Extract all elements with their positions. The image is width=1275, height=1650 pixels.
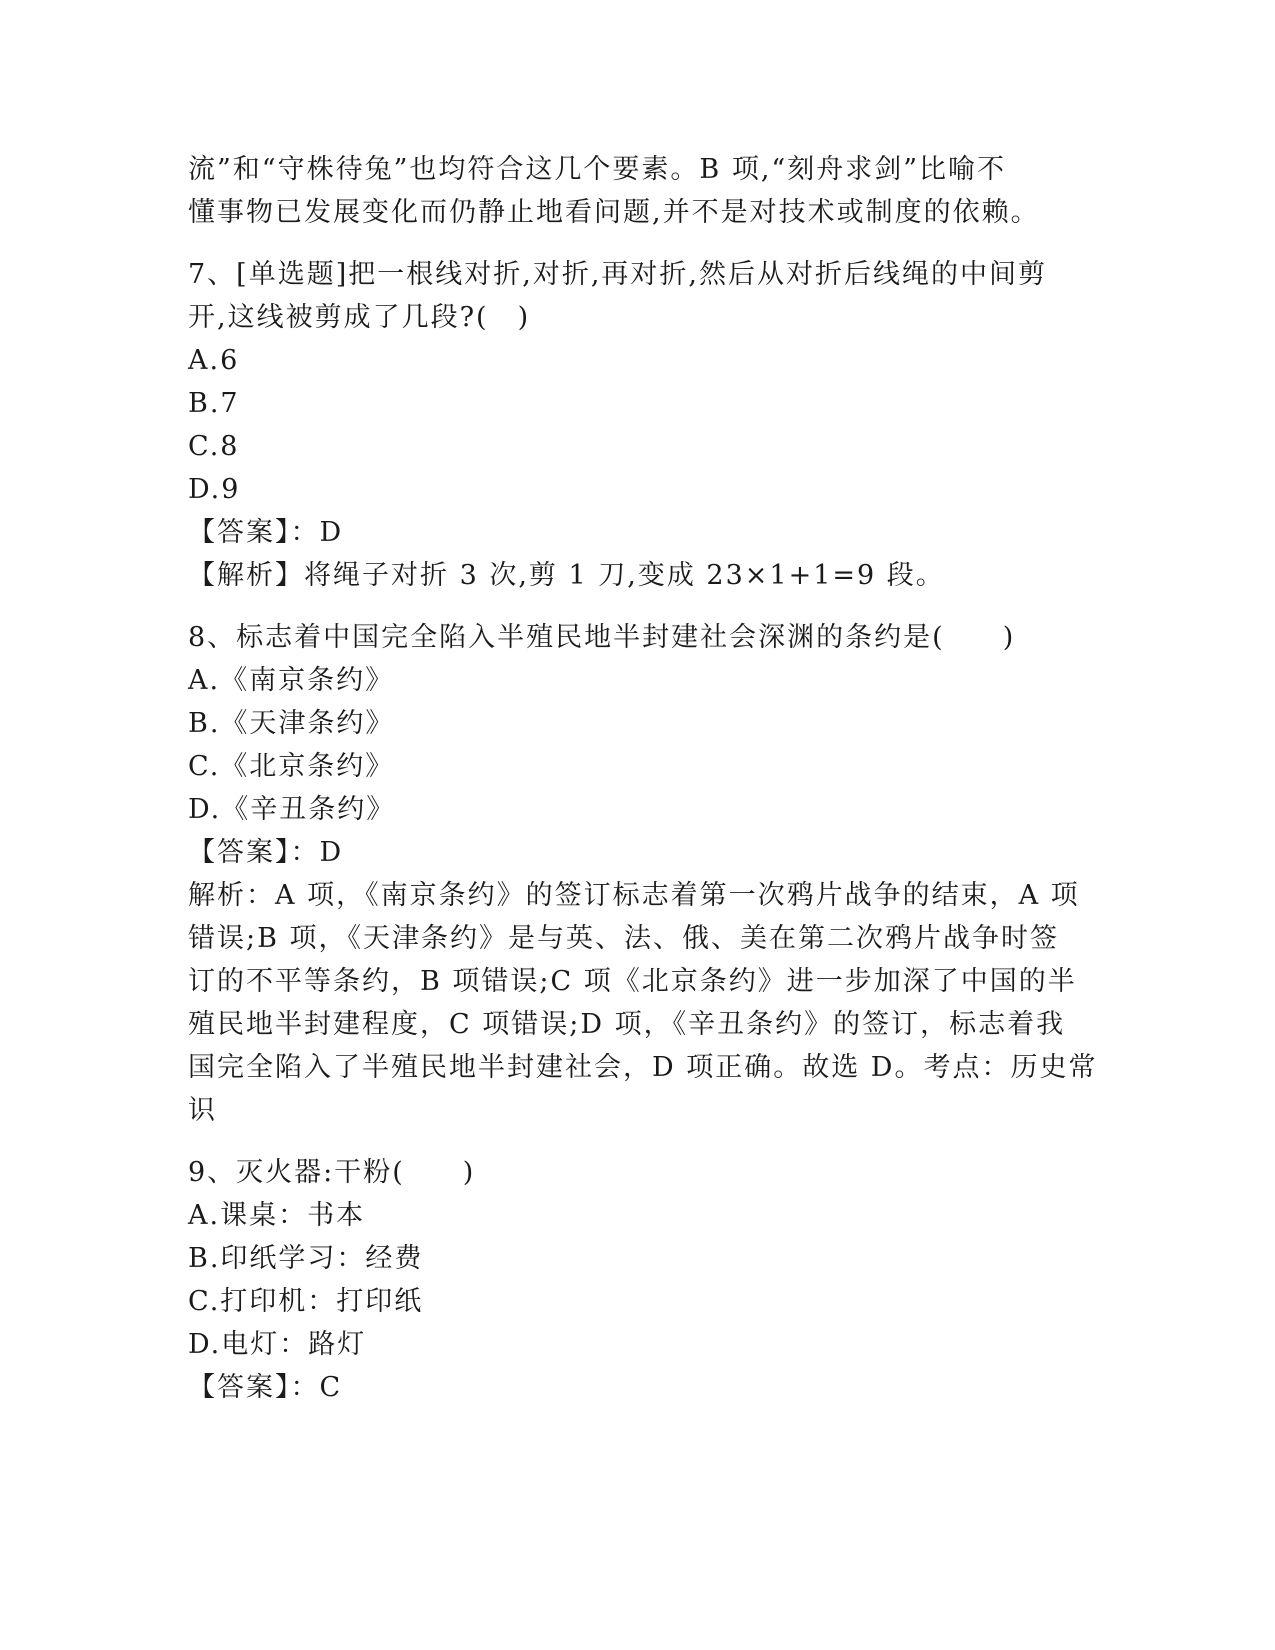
option-b: B.印纸学习：经费 — [188, 1243, 424, 1274]
analysis-line: 流”和“守株待兔”也均符合这几个要素。B 项,“刻舟求剑”比喻不 — [188, 154, 1007, 185]
option-a: A.6 — [188, 345, 240, 376]
question-text: 8、标志着中国完全陷入半殖民地半封建社会深渊的条约是( ) — [188, 622, 1016, 653]
analysis-line: 订的不平等条约，B 项错误;C 项《北京条约》进一步加深了中国的半 — [188, 966, 1077, 997]
option-d: D.9 — [188, 474, 241, 505]
analysis: 【解析】将绳子对折 3 次,剪 1 刀,变成 23×1+1=9 段。 — [188, 560, 945, 591]
analysis-line: 殖民地半封建程度，C 项错误;D 项，《辛丑条约》的签订，标志着我 — [188, 1009, 1066, 1040]
option-d: D.《辛丑条约》 — [188, 794, 396, 825]
option-b: B.《天津条约》 — [188, 708, 395, 739]
answer: 【答案】：D — [188, 837, 344, 868]
option-d: D.电灯：路灯 — [188, 1329, 367, 1360]
analysis-line: 懂事物已发展变化而仍静止地看问题,并不是对技术或制度的依赖。 — [188, 197, 1040, 228]
answer: 【答案】：D — [188, 517, 344, 548]
option-a: A.课桌：书本 — [188, 1200, 366, 1231]
analysis-line: 识 — [188, 1095, 217, 1126]
option-c: C.打印机：打印纸 — [188, 1286, 424, 1317]
question-9 — [188, 1151, 1088, 1409]
option-a: A.《南京条约》 — [188, 665, 395, 696]
option-c: C.8 — [188, 431, 240, 462]
page-content — [188, 148, 1098, 1409]
option-b: B.7 — [188, 388, 240, 419]
analysis-line: 错误;B 项，《天津条约》是与英、法、俄、美在第二次鸦片战争时签 — [188, 923, 1060, 954]
question-text: 7、[单选题]把一根线对折,对折,再对折,然后从对折后线绳的中间剪 — [188, 259, 1047, 290]
previous-analysis-continuation — [188, 148, 1088, 234]
question-8 — [188, 616, 1098, 1132]
analysis-line: 解析：A 项，《南京条约》的签订标志着第一次鸦片战争的结束，A 项 — [188, 880, 1080, 911]
question-text: 开,这线被剪成了几段?( ) — [188, 302, 531, 333]
analysis-line: 国完全陷入了半殖民地半封建社会，D 项正确。故选 D。考点：历史常 — [188, 1052, 1098, 1083]
question-7 — [188, 253, 1088, 597]
question-text: 9、灭火器:干粉( ) — [188, 1157, 476, 1188]
answer: 【答案】：C — [188, 1372, 343, 1403]
option-c: C.《北京条约》 — [188, 751, 395, 782]
